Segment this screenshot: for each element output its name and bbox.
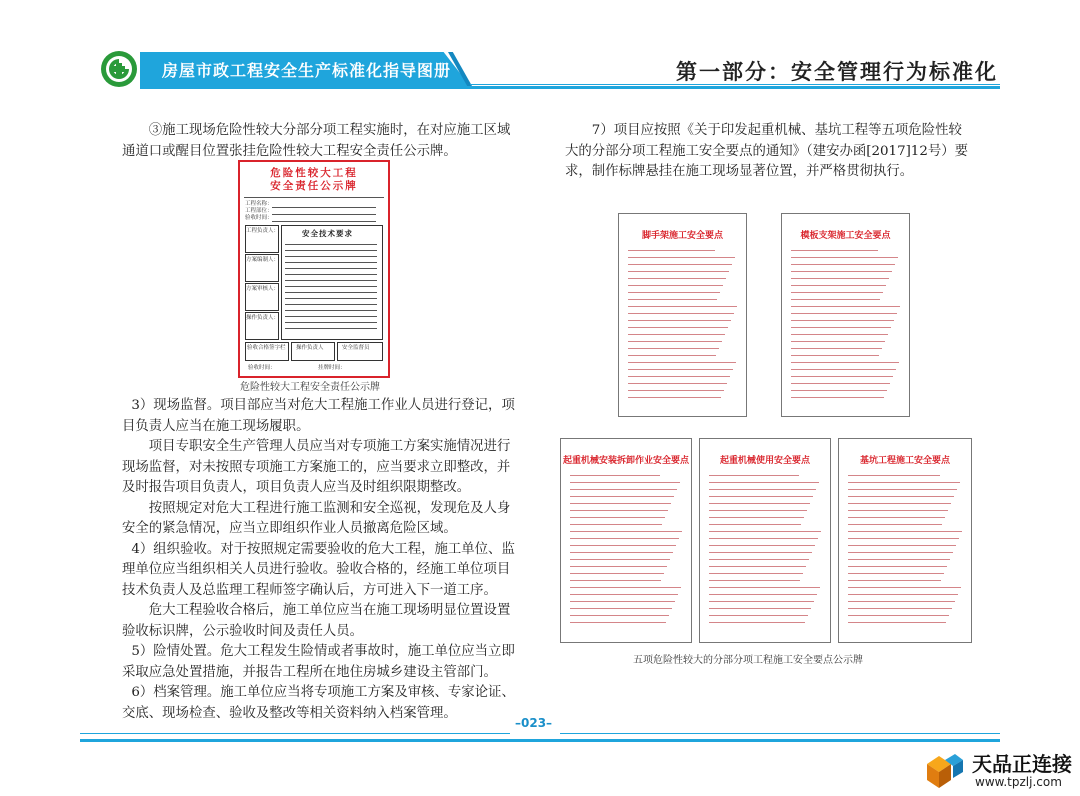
board-text-line (570, 559, 670, 560)
board-text-line (848, 531, 962, 532)
board-text-line (709, 524, 801, 525)
board-text-line (570, 587, 681, 588)
board-text-line (628, 257, 735, 258)
sign-field-time: 验收时间： (245, 215, 273, 221)
rule-line (285, 280, 377, 281)
board-text-line (570, 475, 660, 476)
right-intro-paragraph: 7）项目应按照《关于印发起重机械、基坑工程等五项危险性较大的分部分项工程施工安全要点的通知》（建安办函[2017]12号）要求，制作标牌悬挂在施工现场显著位置，并严格贯彻执行。 (565, 123, 969, 179)
board-text-line (791, 355, 879, 356)
sign-label-operator: 操作负责人： (246, 315, 280, 321)
paragraph-acceptance: 4）组织验收。对于按照规定需要验收的危大工程，施工单位、监理单位应当组织相关人员进行验收。验收合格的，经施工单位项目技术负责人及总监理工程师签字确认后，方可进入下一道工序。 (122, 541, 515, 598)
board-text-line (848, 510, 948, 511)
board-text-line (848, 552, 953, 553)
watermark-logo (925, 750, 965, 790)
board-text-line (570, 608, 672, 609)
paragraph-safety-manager: 项目专职安全生产管理人员应当对专项施工方案实施情况进行现场监督，对未按照专项施工方案施工的，应当要求立即整改，并及时报告项目负责人，项目负责人应当及时组织限期整改。 (122, 439, 511, 495)
board-text-line (570, 510, 668, 511)
board-text-line (709, 475, 799, 476)
board-text-line (791, 299, 880, 300)
sign-fill-line (272, 221, 376, 222)
board-text-line (709, 601, 814, 602)
board-text-line (791, 362, 899, 363)
board-text-line (848, 573, 944, 574)
sign-footer-hang-time: 挂牌时间： (318, 365, 346, 371)
board-text-line (709, 510, 807, 511)
sign-fill-line (272, 214, 376, 215)
board-text-line (791, 397, 884, 398)
board-text-line (628, 271, 729, 272)
board-text-line (709, 622, 805, 623)
board-text-line (709, 545, 815, 546)
board-text-line (709, 608, 811, 609)
rule-line (285, 268, 377, 269)
board-text-line (570, 489, 677, 490)
sign-label-leader: 工程负责人： (246, 228, 280, 234)
board-text-line (570, 545, 676, 546)
sign-label-acceptance: 验收合格签字栏 (247, 345, 286, 351)
board-text-line (848, 559, 950, 560)
board-text-line (848, 496, 954, 497)
board-text-line (791, 278, 889, 279)
book-title: 房屋市政工程安全生产标准化指导图册 (162, 61, 452, 80)
board-text-line (628, 348, 719, 349)
board-text-line (791, 285, 886, 286)
board-title: 脚手架施工安全要点 (641, 231, 723, 241)
board-text-line (709, 594, 817, 595)
paragraph-monitor: 3）现场监督。项目部应当对危大工程施工作业人员进行登记，项目负责人应当在施工现场履职。 (122, 398, 515, 434)
sign-divider (244, 197, 384, 198)
board-foundation-pit (838, 438, 972, 643)
board-text-line (791, 376, 893, 377)
board-text-line (848, 594, 958, 595)
boards-caption: 五项危险性较大的分部分项工程施工安全要点公示牌 (633, 655, 863, 666)
board-formwork (781, 213, 910, 417)
board-text-line (628, 327, 728, 328)
board-text-line (848, 538, 959, 539)
board-text-line (791, 250, 878, 251)
board-text-line (570, 538, 679, 539)
board-title: 起重机械安装拆卸作业安全要点 (562, 456, 689, 466)
board-text-line (848, 503, 951, 504)
board-text-line (628, 334, 725, 335)
board-text-line (570, 573, 664, 574)
board-text-line (709, 559, 809, 560)
rule-line (285, 244, 377, 245)
board-text-line (628, 320, 731, 321)
board-text-line (709, 573, 803, 574)
board-text-line (848, 587, 961, 588)
sign-field-part: 工程部位： (245, 208, 273, 214)
board-text-line (848, 489, 957, 490)
rule-line (285, 256, 377, 257)
board-text-line (791, 313, 897, 314)
board-text-line (570, 503, 671, 504)
board-text-line (848, 566, 947, 567)
footer-thin-rule-right (560, 733, 1000, 734)
left-body (122, 396, 522, 724)
watermark-url: www.tpzlj.com (975, 775, 1062, 789)
board-text-line (709, 538, 818, 539)
sign-footer-accept-time: 验收时间： (248, 365, 276, 371)
sign-fill-line (272, 207, 376, 208)
sign-label-operation: 操作负责人 (296, 345, 324, 351)
board-title: 起重机械使用安全要点 (719, 456, 810, 466)
board-text-line (628, 264, 732, 265)
board-text-line (848, 475, 940, 476)
rule-line (285, 322, 377, 323)
intro-paragraph: ③施工现场危险性较大分部分项工程实施时，在对应施工区域通道口或醒目位置张挂危险性较大工程安全责任公示牌。 (122, 123, 511, 159)
watermark-name: 天品正连接 (972, 752, 1072, 776)
board-text-line (791, 306, 900, 307)
board-text-line (709, 566, 806, 567)
board-text-line (570, 531, 682, 532)
board-text-line (628, 285, 723, 286)
board-text-line (791, 327, 891, 328)
board-scaffolding (618, 213, 747, 417)
rule-line (285, 310, 377, 311)
board-text-line (570, 615, 669, 616)
sign-title: 危险性较大工程 安全责任公示牌 (270, 167, 358, 192)
board-text-line (628, 292, 720, 293)
board-text-line (709, 552, 812, 553)
board-text-line (570, 517, 665, 518)
rule-line (285, 274, 377, 275)
board-text-line (709, 503, 810, 504)
paragraph-signboard: 危大工程验收合格后，施工单位应当在施工现场明显位置设置验收标识牌，公示验收时间及责任人员。 (122, 603, 511, 639)
board-text-line (628, 341, 722, 342)
board-text-line (848, 517, 945, 518)
rule-line (285, 262, 377, 263)
board-text-line (791, 390, 887, 391)
board-text-line (791, 341, 885, 342)
board-text-line (709, 615, 808, 616)
board-text-line (791, 320, 894, 321)
board-text-line (848, 608, 952, 609)
board-text-line (628, 313, 734, 314)
sign-label-reviewer: 方案审核人： (246, 286, 280, 292)
rule-line (285, 298, 377, 299)
rule-line (285, 316, 377, 317)
board-text-line (791, 257, 898, 258)
paragraph-monitoring: 按照规定对危大工程进行施工监测和安全巡视，发现危及人身安全的紧急情况，应当立即组织作业人员撤离危险区域。 (122, 500, 511, 536)
board-text-line (570, 580, 661, 581)
safety-cross-logo (100, 50, 138, 88)
board-text-line (570, 622, 666, 623)
sign-label-supervisor: 安全监督员 (342, 345, 370, 351)
board-text-line (628, 355, 716, 356)
board-text-line (709, 531, 821, 532)
tech-requirement-heading: 安全技术要求 (302, 229, 353, 238)
board-text-line (848, 580, 941, 581)
board-text-line (628, 369, 733, 370)
sign-caption: 危险性较大工程安全责任公示牌 (240, 382, 380, 393)
section-title: 第一部分：安全管理行为标准化 (676, 59, 998, 84)
responsibility-sign (238, 160, 390, 378)
board-text-line (628, 306, 737, 307)
board-text-line (628, 278, 726, 279)
board-text-line (791, 264, 895, 265)
board-text-line (848, 524, 942, 525)
board-crane-install (560, 438, 692, 643)
sign-field-project: 工程名称： (245, 201, 273, 207)
board-text-line (791, 271, 892, 272)
board-text-line (848, 545, 956, 546)
board-text-line (570, 524, 662, 525)
board-text-line (709, 587, 820, 588)
board-title: 基坑工程施工安全要点 (859, 456, 950, 466)
footer-rule (80, 739, 1000, 742)
board-text-line (570, 552, 673, 553)
board-text-line (570, 601, 675, 602)
board-text-line (709, 517, 804, 518)
board-text-line (791, 369, 896, 370)
footer-thin-rule-left (80, 733, 510, 734)
board-text-line (791, 348, 882, 349)
board-title: 模板支架施工安全要点 (800, 231, 891, 241)
rule-line (285, 328, 377, 329)
board-text-line (628, 299, 717, 300)
board-text-line (791, 383, 890, 384)
board-text-line (709, 482, 819, 483)
board-text-line (848, 601, 955, 602)
board-text-line (628, 250, 715, 251)
rule-line (285, 250, 377, 251)
sign-label-author: 方案编制人： (246, 257, 280, 263)
board-text-line (628, 362, 736, 363)
board-text-line (709, 489, 816, 490)
board-text-line (570, 594, 678, 595)
board-text-line (628, 376, 730, 377)
board-crane-use (699, 438, 831, 643)
paragraph-archive: 6）档案管理。施工单位应当将专项施工方案及审核、专家论证、交底、现场检查、验收及整改等相关资料纳入档案管理。 (122, 685, 515, 721)
board-text-line (791, 292, 883, 293)
board-text-line (628, 390, 724, 391)
paragraph-emergency: 5）险情处置。危大工程发生险情或者事故时，施工单位应当立即采取应急处置措施，并报告工程所在地住房城乡建设主管部门。 (122, 644, 515, 680)
board-text-line (709, 496, 813, 497)
board-text-line (628, 397, 721, 398)
page-number: –023– (515, 716, 553, 730)
board-text-line (628, 383, 727, 384)
board-text-line (570, 496, 674, 497)
board-text-line (570, 482, 680, 483)
board-text-line (570, 566, 667, 567)
rule-line (285, 304, 377, 305)
rule-line (285, 286, 377, 287)
rule-line (285, 292, 377, 293)
board-text-line (709, 580, 800, 581)
board-text-line (848, 622, 946, 623)
board-text-line (791, 334, 888, 335)
header-rule (140, 86, 1000, 89)
board-text-line (848, 482, 960, 483)
board-text-line (848, 615, 949, 616)
